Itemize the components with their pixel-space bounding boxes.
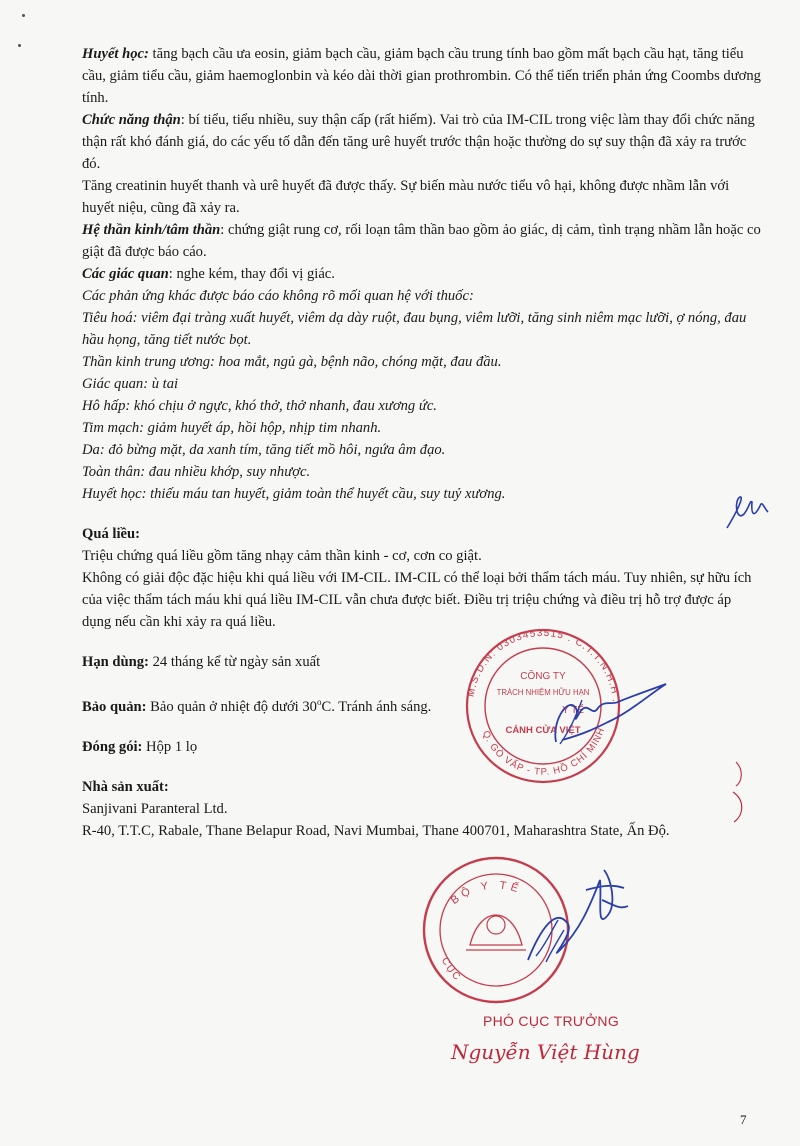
stamp-line-3: Y TẾ	[562, 705, 584, 716]
signatory-name: Nguyễn Việt Hùng	[451, 1040, 640, 1064]
other-reaction-ho-hap: Hô hấp: khó chịu ở ngực, khó thở, thở nhanh, đau xương ức.	[82, 398, 437, 414]
seal-ring-text: BỘ Y TẾ	[448, 879, 524, 907]
red-margin-mark	[733, 792, 742, 822]
paragraph-huyet-hoc: Huyết học: tăng bạch cầu ưa eosin, giảm bạch cầu, giảm bạch cầu trung tính bao gồm mất bạch cầu hạt, tăng tiểu cầu, giảm tiểu cầu, giảm haemoglonbin và kéo dài thời gian prothrombin. Có thể tiến triển phản ứng Coombs dương tính.	[82, 46, 761, 106]
page-number: 7	[740, 1112, 747, 1127]
paragraph-than-kinh: Hệ thần kinh/tâm thần: chứng giật rung cơ, rối loạn tâm thần bao gồm ảo giác, dị cảm, tình trạng nhầm lẫn hoặc co giật đã được báo cáo.	[82, 222, 761, 260]
paragraph-dong-goi: Đóng gói: Hộp 1 lọ	[82, 738, 198, 755]
paragraph-han-dung: Hạn dùng: 24 tháng kể từ ngày sản xuất	[82, 654, 321, 670]
stamp-line-2: TRÁCH NHIỆM HỮU HẠN	[496, 688, 590, 697]
stamp-line-4: CÁNH CỬA VIỆT	[505, 725, 581, 736]
manufacturer-address: R-40, T.T.C, Rabale, Thane Belapur Road, Navi Mumbai, Thane 400701, Maharashtra State, Ấn Độ.	[82, 822, 670, 839]
initials-mark	[727, 497, 768, 528]
paragraph-bao-quan: Bảo quản: Bảo quản ở nhiệt độ dưới 30$^o$C. Tránh ánh sáng.	[82, 697, 432, 715]
section-heading-nha-san-xuat: Nhà sản xuất:	[82, 778, 169, 795]
company-stamp	[466, 628, 621, 782]
other-reaction-than-kinh: Thần kinh trung ương: hoa mắt, ngủ gà, bệnh não, chóng mặt, đau đầu.	[82, 354, 502, 370]
manufacturer-name: Sanjivani Paranteral Ltd.	[82, 800, 228, 817]
other-reaction-tieu-hoa: Tiêu hoá: viêm đại tràng xuất huyết, viêm dạ dày ruột, đau bụng, viêm lưỡi, tăng sinh niêm mạc lưỡi, ợ nóng, đau hầu họng, tăng tiết nước bọt.	[82, 310, 747, 348]
signatory-title: PHÓ CỤC TRƯỞNG	[483, 1013, 620, 1029]
other-reactions-intro: Các phản ứng khác được báo cáo không rõ mối quan hệ với thuốc:	[82, 288, 474, 304]
paragraph-qua-lieu-1: Triệu chứng quá liều gồm tăng nhạy cảm thần kinh - cơ, cơn co giật.	[82, 548, 482, 564]
stamp-ring-bottom: Q. GÒ VẤP - TP. HỒ CHÍ MINH	[479, 725, 608, 778]
paragraph-creatinin: Tăng creatinin huyết thanh và urê huyết đã được thấy. Sự biến màu nước tiểu vô hại, không được nhầm lẫn với huyết niệu, cũng đã xảy ra.	[82, 178, 730, 216]
seal-outer-ring	[424, 858, 568, 1002]
paragraph-chuc-nang-than: Chức năng thận: bí tiểu, tiểu nhiều, suy thận cấp (rất hiếm). Vai trò của IM-CIL trong việc làm thay đổi chức năng thận rất khó đánh giá, do các yếu tố dẫn đến tăng urê huyết trước thận hoặc thường do sự suy thận đã xảy ra trước đó.	[82, 112, 755, 172]
other-reaction-huyet-hoc: Huyết học: thiếu máu tan huyết, giảm toàn thể huyết cầu, suy tuỷ xương.	[82, 486, 506, 502]
ministry-seal	[424, 858, 568, 1002]
paragraph-giac-quan: Các giác quan: nghe kém, thay đổi vị giác.	[82, 266, 335, 282]
other-reaction-tim-mach: Tim mạch: giảm huyết áp, hồi hộp, nhịp tim nhanh.	[82, 420, 382, 436]
stamp-ring-text: M.S.D.N: 0303453515 . C.T.T.N.H.H .	[465, 627, 621, 704]
section-heading-qua-lieu: Quá liều:	[82, 526, 140, 542]
other-reaction-da: Da: đỏ bừng mặt, da xanh tím, tăng tiết mồ hôi, ngứa âm đạo.	[82, 442, 446, 458]
paragraph-qua-lieu-2: Không có giải độc đặc hiệu khi quá liều với IM-CIL. IM-CIL có thể loại bởi thẩm tách máu. Tuy nhiên, sự hữu ích của việc thẩm tách máu khi quá liều IM-CIL vẫn chưa được biết. Điều trị triệu chứng và điều trị hỗ trợ được áp dụng nếu cần khi xảy ra quá liều.	[82, 570, 752, 630]
stamp-line-1: CÔNG TY	[520, 671, 566, 682]
other-reaction-toan-than: Toàn thân: đau nhiều khớp, suy nhược.	[82, 464, 311, 480]
other-reaction-giac-quan: Giác quan: ù tai	[82, 376, 179, 392]
seal-bottom-text: CỤC	[438, 955, 464, 984]
seal-emblem-icon	[470, 915, 522, 945]
